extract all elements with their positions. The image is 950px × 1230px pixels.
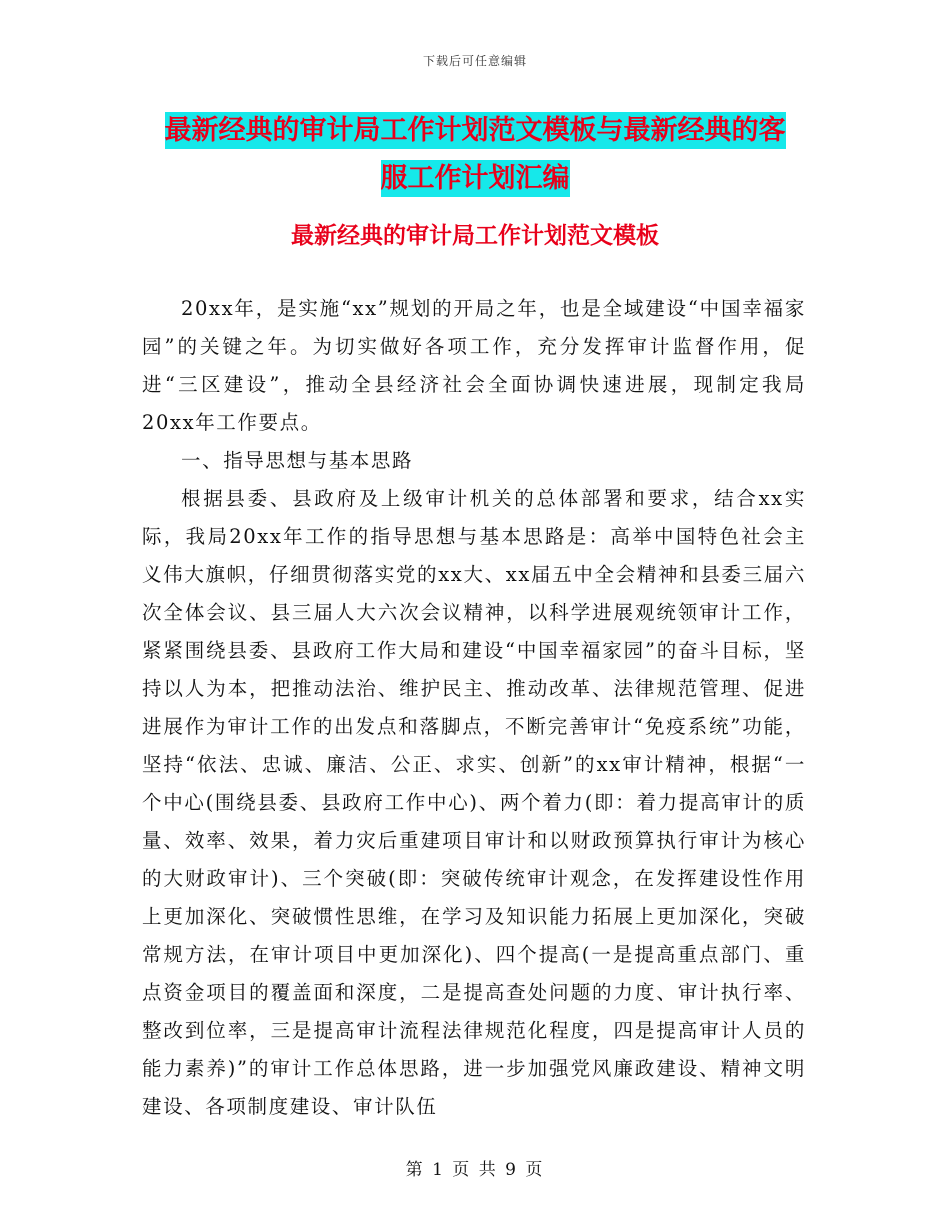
header-note: 下载后可任意编辑 [422,54,527,68]
paragraph-guiding-ideas: 根据县委、县政府及上级审计机关的总体部署和要求，结合xx实际，我局20xx年工作的指导思想与基本思路是：高举中国特色社会主义伟大旗帜，仔细贯彻落实党的xx大、xx届五中全会精神和县委三届六次全体会议、县三届人大六次会议精神，以科学进展观统领审计工作，紧紧围绕县委、县政府工作大局和建设“中国幸福家园”的奋斗目标，坚持以人为本，把推动法治、维护民主、推动改革、法律规范管理、促进进展作为审计工作的出发点和落脚点，不断完善审计“免疫系统”功能，坚持“依法、忠诚、廉洁、公正、求实、创新”的xx审计精神，根据“一个中心(围绕县委、县政府工作中心)、两个着力(即：着力提高审计的质量、效率、效果，着力灾后重建项目审计和以财政预算执行审计为核心的大财政审计)、三个突破(即：突破传统审计观念，在发挥建设性作用上更加深化、突破惯性思维，在学习及知识能力拓展上更加深化，突破常规方法，在审计项目中更加深化)、四个提高(一是提高重点部门、重点资金项目的覆盖面和深度，二是提高查处问题的力度、审计执行率、整改到位率，三是提高审计流程法律规范化程度，四是提高审计人员的能力素养)”的审计工作总体思路，进一步加强党风廉政建设、精神文明建设、各项制度建设、审计队伍 [142,487,806,1118]
section-heading: 一、指导思想与基本思路 [181,449,414,472]
paragraph-intro: 20xx年，是实施“xx”规划的开局之年，也是全域建设“中国幸福家园”的关键之年。为切实做好各项工作，充分发挥审计监督作用，促进“三区建设”，推动全县经济社会全面协调快速进展，现制定我局20xx年工作要点。 [142,297,806,434]
body-text [142,290,806,1126]
document-title [150,107,800,203]
section-title: 最新经典的审计局工作计划范文模板 [291,222,659,249]
title-line-1: 最新经典的审计局工作计划范文模板与最新经典的客 [165,112,786,149]
page-number: 第 1 页 共 9 页 [405,1160,545,1180]
title-line-2: 服工作计划汇编 [381,160,570,197]
